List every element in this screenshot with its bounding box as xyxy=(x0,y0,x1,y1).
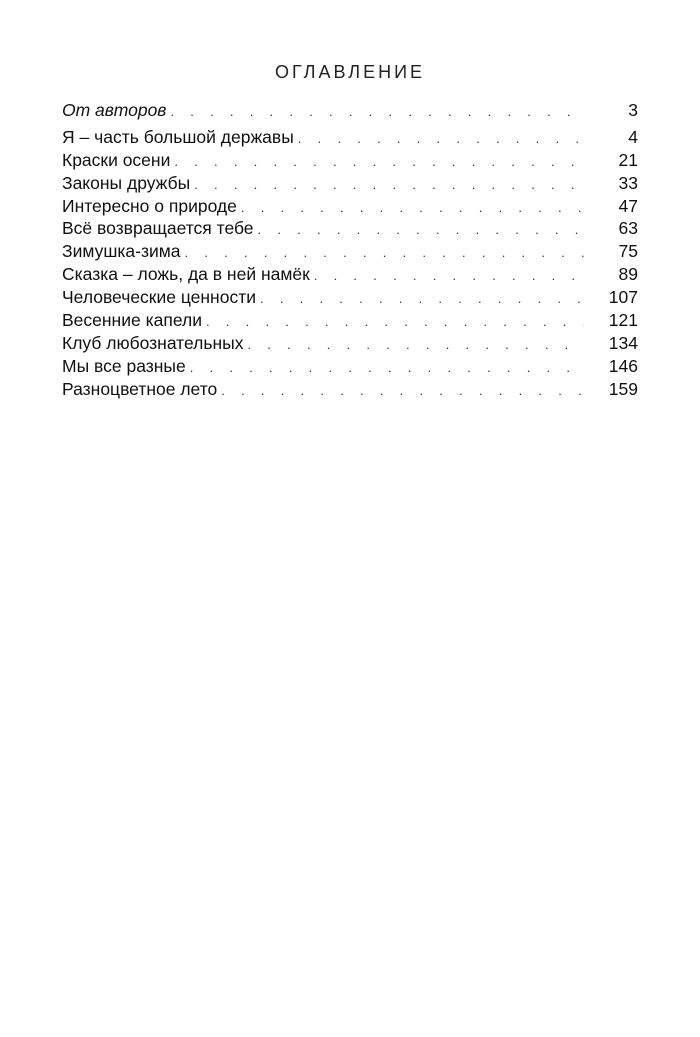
leader-dots xyxy=(174,151,584,174)
toc-entry xyxy=(62,217,638,240)
toc-entry xyxy=(62,195,638,218)
toc-entry-label: Сказка – ложь, да в ней намёк xyxy=(62,264,310,285)
leader-dots xyxy=(185,242,584,265)
toc-entry xyxy=(62,240,638,263)
toc-entry xyxy=(62,126,638,149)
toc-entry-label: Клуб любознательных xyxy=(62,332,244,353)
toc-entry xyxy=(62,172,638,195)
leader-dots xyxy=(260,288,584,311)
toc-entry-page: 159 xyxy=(608,378,638,399)
toc-entry-page: 4 xyxy=(628,126,638,147)
toc-entry-page: 134 xyxy=(608,332,638,353)
toc-entry-page: 89 xyxy=(618,264,638,285)
toc-entry-label: Зимушка-зима xyxy=(62,241,181,262)
toc-entry xyxy=(62,332,638,355)
toc-entry xyxy=(62,263,638,286)
leader-dots xyxy=(194,174,584,197)
leader-dots xyxy=(190,357,584,380)
leader-dots xyxy=(221,380,584,403)
toc-entry-label: Законы дружбы xyxy=(62,172,191,193)
toc-entry xyxy=(62,309,638,332)
table-of-contents xyxy=(62,99,638,401)
toc-entry-label: Мы все разные xyxy=(62,355,186,376)
toc-entry-label: Разноцветное лето xyxy=(62,378,218,399)
toc-entry-label: Краски осени xyxy=(62,149,171,170)
leader-dots xyxy=(206,311,584,334)
leader-dots xyxy=(314,265,584,288)
toc-entry xyxy=(62,99,638,122)
toc-entry-page: 63 xyxy=(618,218,638,239)
toc-entry-label: Всё возвращается тебе xyxy=(62,218,254,239)
leader-dots xyxy=(247,334,584,357)
toc-entry xyxy=(62,286,638,309)
leader-dots xyxy=(258,219,584,242)
toc-entry-page: 47 xyxy=(618,195,638,216)
toc-entry-label: Интересно о природе xyxy=(62,195,237,216)
toc-entry-page: 107 xyxy=(608,287,638,308)
toc-entry xyxy=(62,355,638,378)
leader-dots xyxy=(241,197,584,220)
toc-entry-page: 3 xyxy=(628,100,638,120)
toc-entry xyxy=(62,378,638,401)
toc-entry-label: Человеческие ценности xyxy=(62,287,256,308)
toc-entry-page: 146 xyxy=(608,355,638,376)
toc-entry-label: От авторов xyxy=(62,100,167,120)
leader-dots xyxy=(298,128,584,151)
toc-entry-page: 75 xyxy=(618,241,638,262)
toc-entry-label: Весенние капели xyxy=(62,310,202,331)
toc-entry-page: 21 xyxy=(618,149,638,170)
page-title: ОГЛАВЛЕНИЕ xyxy=(274,62,426,82)
leader-dots xyxy=(170,101,584,124)
toc-entry xyxy=(62,149,638,172)
toc-entry-page: 33 xyxy=(618,172,638,193)
toc-entry-page: 121 xyxy=(608,310,638,331)
toc-entry-label: Я – часть большой державы xyxy=(62,126,294,147)
